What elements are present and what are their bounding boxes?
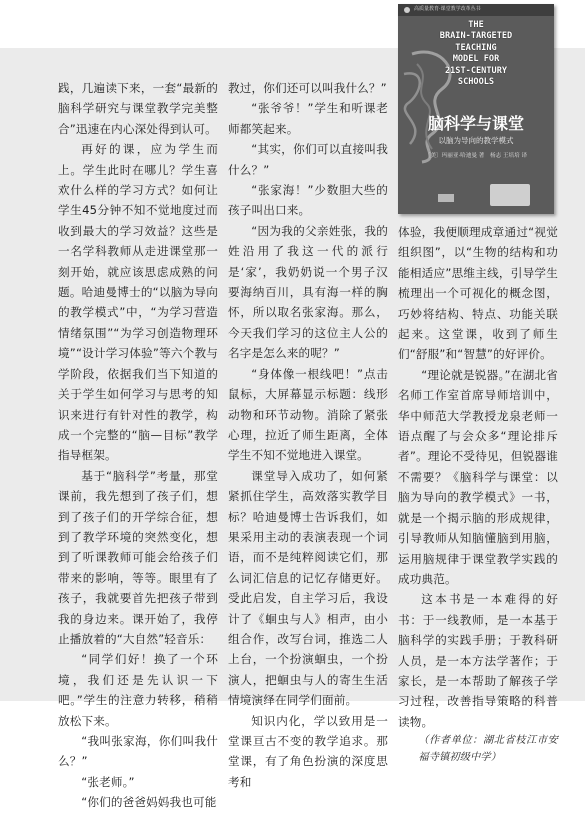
publisher-badge-icon (490, 184, 530, 206)
cover-en-line: SCHOOLS (457, 77, 495, 88)
author-affiliation: （作者单位：湖北省枝江市安福寺镇初级中学） (418, 735, 558, 764)
cover-en-line: BRAIN-TARGETED (439, 31, 513, 42)
paragraph: 践，几遍读下来，一套“最新的脑科学研究与课堂教学完美整合”迅速在内心深处得到认可。 (58, 81, 218, 136)
paragraph: 再好的课，应为学生而上。学生此时在哪儿？学生喜欢什么样的学习方式？如何让学生45分钟不知不觉地度过而收到最大的学习效益？这些是一名学科教师从走进课堂那一刻开始，就应该思虑成熟的问题。哈迪曼博士的“以脑为导向的教学模式”中，“为学习营造情绪氛围”“为学习创造物理环境”“设计学习体验”等六个教与学阶段，依据我们当下知道的关于学生如何学习与思考的知识来进行有针对性的教学，构成一个完整的“脑—目标”教学指导框架。 (58, 142, 218, 463)
cover-en-line: THE (468, 20, 484, 30)
cover-chinese-title: 脑科学与课堂 (427, 114, 524, 133)
dialogue-line: “因为我的父亲姓张，我的姓沿用了我这一代的派行是‘家’，我奶奶说一个男子汉要海纳百川，具有海一样的胸怀，所以取名张家海。那么，今天我们学习的这位主人公的名字是怎么来的呢？” (228, 223, 388, 361)
dialogue-line: “张爷爷！”学生和听课老师都笑起来。 (228, 101, 388, 136)
text-column-1 (58, 78, 218, 813)
cover-english-title (412, 20, 540, 88)
dialogue-line: “张老师。” (81, 774, 135, 789)
dialogue-line: “张家海！”少数胆大些的孩子叫出口来。 (228, 183, 388, 218)
text-column-3 (398, 222, 558, 766)
paragraph: “理论就是锐器。”在湖北省名师工作室首席导师培训中，华中师范大学教授龙泉老师一语点醒了与会众多“理论排斥者”。理论不受待见，但锐器谁不需要？《脑科学与课堂：以脑为导向的教学模式》一书，就是一个揭示脑的形成规律，引导教师从知脑懂脑到用脑，运用脑规律于课堂教学实践的成功典范。 (398, 367, 558, 586)
book-cover-image (398, 4, 554, 214)
paragraph: 体验，我便顺理成章通过“视觉组织图”，以“生物的结构和功能相适应”思维主线，引导学生梳理出一个可视化的概念图，巧妙将结构、特点、功能关联起来。这堂课，收到了师生们“舒服”和“智慧”的好评价。 (398, 225, 558, 362)
cover-authors: 〔美〕玛丽亚·哈迪曼 著 杨志 王培培 译 (424, 153, 528, 159)
paragraph: 这本书是一本难得的好书：于一线教师，是一本基于脑科学的实践手册；于教科研人员，是一本方法学著作；于家长，是一本帮助了解孩子学习过程，改善指导策略的科普读物。 (398, 592, 558, 729)
cover-subtitle: 以脑为导向的教学模式 (438, 136, 514, 145)
cover-en-line: MODEL FOR (452, 54, 500, 65)
text-column-2 (228, 78, 388, 792)
dialogue-line: “我叫张家海，你们叫我什么？” (58, 734, 218, 769)
dialogue-line: “其实，你们可以直接叫我什么？” (228, 142, 388, 177)
paragraph: “身体像一根线吧！”点击鼠标，大屏幕显示标题：线形动物和环节动物。消除了紧张心理，拉近了师生距离，全体学生不知不觉地进入课堂。 (228, 366, 388, 463)
dialogue-line: 教过，你们还可以叫我什么？” (228, 81, 387, 95)
cover-series-label: 高质量教育·课堂教学改革丛书 (414, 6, 481, 12)
cover-en-line: TEACHING (455, 42, 497, 53)
cover-en-line: 21ST-CENTURY (444, 65, 508, 76)
dialogue-line: “同学们好！换了一个环境，我们还是先认识一下吧。”学生的注意力转移，稍稍放松下来。 (58, 652, 218, 728)
paragraph: 知识内化，学以致用是一堂课亘古不变的教学追求。那堂课，有了角色扮演的深度思考和 (228, 713, 388, 789)
cover-seal-icon (438, 194, 454, 202)
publisher-logo-icon (404, 7, 410, 13)
dialogue-line: “你们的爸爸妈妈我也可能 (81, 795, 217, 810)
paragraph: 基于“脑科学”考量，那堂课前，我先想到了孩子们，想到了孩子们的开学综合征，想到了教学环境的突然变化，想到了听课教师可能会给孩子们带来的影响，等等。眼里有了孩子，我就要首先把孩子带到我的身边来。课开始了，我停止播放着的“大自然”轻音乐： (58, 468, 218, 646)
paragraph: 课堂导入成功了，如何紧紧抓住学生，高效落实教学目标？哈迪曼博士告诉我们，如果采用主动的表演表现一个词语，而不是纯粹阅读它们，那么词汇信息的记忆存储更好。受此启发，自主学习后，我设计了《蛔虫与人》相声，由小组合作，改写台词，推选二人上台，一个扮演蛔虫，一个扮演人，把蛔虫与人的寄生生活情境演绎在同学们面前。 (228, 468, 388, 708)
